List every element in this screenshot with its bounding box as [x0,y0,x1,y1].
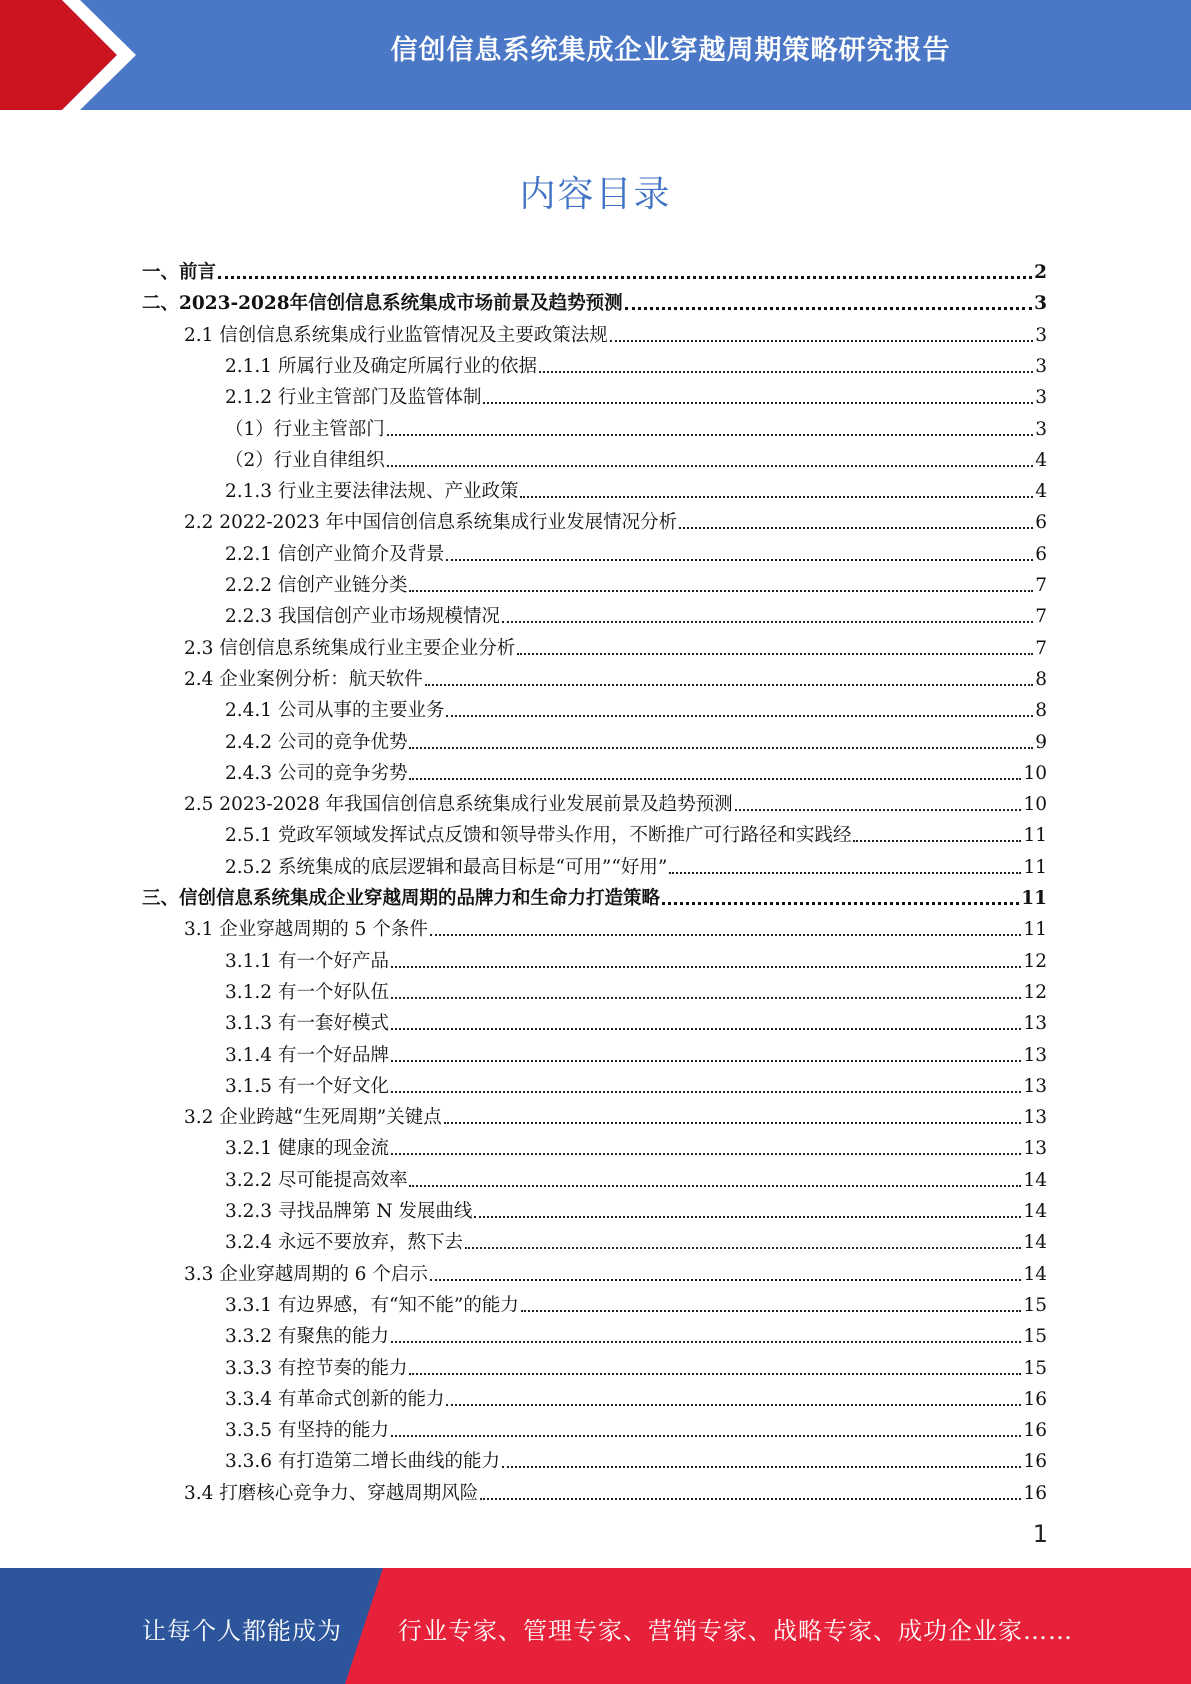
toc-entry-label: 3.3.6 有打造第二增长曲线的能力 [225,1451,500,1473]
toc-entry-page: 16 [1023,1388,1047,1410]
toc-entry-page: 11 [1023,919,1047,941]
toc-dot-leader [520,495,1033,498]
toc-entry-page: 7 [1035,575,1047,596]
toc-entry-label: 2.1.3 行业主要法律法规、产业政策 [225,481,519,503]
toc-entry[interactable] [184,1256,1047,1287]
toc-dot-leader [391,965,1021,968]
toc-entry-label: 三、信创信息系统集成企业穿越周期的品牌力和生命力打造策略 [142,888,661,909]
toc-entry-page: 15 [1023,1326,1047,1348]
toc-dot-leader [391,996,1021,999]
toc-entry-page: 3 [1035,418,1047,440]
toc-entry[interactable] [225,1005,1047,1036]
red-chevron-decoration [0,0,160,110]
toc-entry-label: 3.3.3 有控节奏的能力 [225,1357,408,1379]
toc-entry-label: 3.3.5 有坚持的能力 [225,1420,389,1442]
toc-entry-label: 3.3 企业穿越周期的 6 个启示 [184,1263,428,1285]
toc-entry-page: 14 [1023,1263,1047,1285]
toc-dot-leader [521,1309,1022,1312]
toc-dot-leader [409,746,1033,749]
toc-dot-leader [610,339,1033,342]
toc-entry[interactable] [225,1193,1047,1224]
toc-entry-page: 4 [1035,481,1047,503]
toc-entry-page: 13 [1023,1075,1047,1097]
toc-entry-label: 2.2.3 我国信创产业市场规模情况 [225,606,500,628]
toc-entry-label: 3.2.4 永远不要放弃，熬下去 [225,1232,463,1254]
toc-entry[interactable] [142,254,1047,285]
toc-entry-page: 3 [1035,387,1047,409]
toc-entry-page: 13 [1023,1138,1047,1160]
toc-entry-label: 2.2 2022-2023 年中国信创信息系统集成行业发展情况分析 [184,512,678,534]
toc-entry[interactable] [225,1037,1047,1068]
toc-dot-leader [465,1246,1021,1249]
toc-dot-leader [391,1152,1021,1155]
toc-entry-label: 2.5.1 党政军领域发挥试点反馈和领导带头作用，不断推广可行路径和实践经 [225,825,852,847]
toc-entry[interactable] [225,348,1047,379]
page-title: 内容目录 [519,174,672,215]
toc-entry-label: 2.4.3 公司的竞争劣势 [225,762,408,784]
toc-entry-label: 3.4 打磨核心竞争力、穿越周期风险 [184,1482,479,1504]
toc-entry-page: 14 [1023,1232,1047,1254]
toc-entry-page: 11 [1023,856,1047,878]
toc-dot-leader [474,1215,1021,1218]
toc-entry-label: 2.4 企业案例分析：航天软件 [184,668,423,690]
toc-entry[interactable] [184,317,1047,348]
toc-entry[interactable] [184,630,1047,661]
toc-entry-label: 3.1.3 有一套好模式 [225,1013,389,1035]
toc-entry[interactable] [225,974,1047,1005]
toc-entry-page: 8 [1035,700,1047,722]
toc-entry[interactable] [225,692,1047,723]
toc-entry-label: 3.1.1 有一个好产品 [225,950,389,972]
toc-dot-leader [735,808,1022,811]
toc-dot-leader [430,1278,1022,1281]
toc-entry[interactable] [225,567,1047,598]
toc-entry[interactable] [225,442,1047,473]
toc-entry-page: 6 [1035,543,1047,565]
toc-entry[interactable] [225,1381,1047,1412]
toc-entry[interactable] [225,1350,1047,1381]
toc-entry[interactable] [184,661,1047,692]
toc-entry[interactable] [225,1443,1047,1474]
toc-entry-label: 3.3.4 有革命式创新的能力 [225,1388,445,1410]
toc-entry-label: 2.5.2 系统集成的底层逻辑和最高目标是“可用”“好用” [225,856,668,878]
toc-dot-leader [517,652,1033,655]
toc-dot-leader [391,1340,1021,1343]
toc-entry-page: 14 [1023,1201,1047,1222]
toc-entry-label: 2.2.1 信创产业简介及背景 [225,543,445,565]
toc-dot-leader [444,1121,1022,1124]
toc-entry[interactable] [225,724,1047,755]
footer-banner [0,1568,1191,1684]
toc-entry[interactable] [225,411,1047,442]
toc-entry-page: 10 [1023,794,1047,816]
toc-entry[interactable] [225,598,1047,629]
footer-slogan-left: 让每个人都能成为 [142,1617,342,1645]
toc-entry-page: 13 [1023,1013,1047,1035]
toc-entry[interactable] [225,379,1047,410]
toc-entry-label: 2.4.1 公司从事的主要业务 [225,700,445,722]
toc-entry[interactable] [184,786,1047,817]
toc-entry-label: 3.2.1 健康的现金流 [225,1138,389,1160]
toc-dot-leader [391,1027,1021,1030]
toc-dot-leader [539,370,1033,373]
toc-dot-leader [391,1090,1021,1093]
toc-entry[interactable] [225,849,1047,880]
toc-entry-label: 3.3.2 有聚焦的能力 [225,1326,389,1348]
toc-entry[interactable] [225,1068,1047,1099]
toc-entry-page: 15 [1023,1357,1047,1379]
toc-entry-label: 二、2023-2028年信创信息系统集成市场前景及趋势预测 [142,293,623,315]
toc-entry[interactable] [184,911,1047,942]
toc-entry-label: 3.2.3 寻找品牌第 N 发展曲线 [225,1201,473,1222]
toc-dot-leader [502,1465,1021,1468]
toc-entry-page: 12 [1023,950,1047,972]
toc-dot-leader [502,620,1033,623]
toc-entry[interactable] [142,880,1047,911]
toc-entry-page: 3 [1034,293,1047,315]
toc-entry-label: 一、前言 [142,262,217,283]
toc-entry-label: 2.1.1 所属行业及确定所属行业的依据 [225,355,537,377]
toc-entry-label: 2.4.2 公司的竞争优势 [225,731,408,753]
toc-entry-label: 2.1 信创信息系统集成行业监管情况及主要政策法规 [184,324,608,346]
toc-entry-page: 8 [1035,668,1047,690]
toc-dot-leader [480,1497,1021,1500]
toc-dot-leader [409,777,1021,780]
toc-entry[interactable] [225,1318,1047,1349]
page-number: 1 [1032,1520,1048,1548]
toc-entry-label: 3.2.2 尽可能提高效率 [225,1169,408,1191]
toc-dot-leader [425,683,1033,686]
toc-entry[interactable] [184,1099,1047,1130]
toc-entry-page: 3 [1035,324,1047,346]
toc-entry[interactable] [184,504,1047,535]
toc-entry-label: 2.2.2 信创产业链分类 [225,575,408,596]
toc-entry-label: （2）行业自律组织 [225,449,385,471]
toc-entry-page: 16 [1023,1482,1047,1504]
toc-dot-leader [409,1184,1021,1187]
toc-entry[interactable] [184,1475,1047,1506]
toc-entry-page: 13 [1023,1044,1047,1066]
toc-entry-page: 7 [1035,606,1047,628]
toc-entry[interactable] [225,1412,1047,1443]
toc-entry-page: 6 [1035,512,1047,534]
toc-entry-label: （1）行业主管部门 [225,418,385,440]
toc-dot-leader [853,839,1021,842]
toc-entry-page: 15 [1023,1294,1047,1316]
toc-dot-leader [218,275,1032,279]
toc-entry-page: 11 [1023,825,1047,847]
toc-entry-page: 11 [1021,888,1047,909]
toc-entry-page: 2 [1034,262,1047,283]
toc-entry[interactable] [225,1224,1047,1255]
toc-dot-leader [662,901,1019,905]
toc-dot-leader [391,1059,1021,1062]
toc-dot-leader [483,401,1033,404]
toc-entry-label: 2.5 2023-2028 年我国信创信息系统集成行业发展前景及趋势预测 [184,794,733,816]
toc-dot-leader [625,306,1032,310]
toc-entry-page: 7 [1035,637,1047,659]
toc-entry[interactable] [225,473,1047,504]
toc-entry-label: 3.3.1 有边界感，有“知不能”的能力 [225,1294,519,1316]
toc-dot-leader [446,714,1033,717]
toc-entry-page: 3 [1035,355,1047,377]
toc-entry-label: 3.2 企业跨越“生死周期”关键点 [184,1107,442,1129]
toc-entry-page: 4 [1035,449,1047,471]
header-banner [0,0,1191,110]
toc-entry-label: 3.1.5 有一个好文化 [225,1075,389,1097]
toc-dot-leader [446,1403,1021,1406]
toc-entry[interactable] [225,1162,1047,1193]
toc-dot-leader [679,526,1033,529]
toc-entry-label: 3.1.4 有一个好品牌 [225,1044,389,1066]
toc-entry[interactable] [225,1287,1047,1318]
toc-entry-page: 9 [1035,731,1047,753]
toc-dot-leader [430,933,1022,936]
toc-entry[interactable] [225,1130,1047,1161]
toc-dot-leader [669,871,1021,874]
toc-entry-label: 2.3 信创信息系统集成行业主要企业分析 [184,637,516,659]
footer-slogan-right: 行业专家、管理专家、营销专家、战略专家、成功企业家…… [398,1617,1073,1645]
toc-entry-page: 14 [1023,1169,1047,1191]
toc-dot-leader [391,1434,1021,1437]
toc-entry[interactable] [142,285,1047,316]
toc-entry[interactable] [225,817,1047,848]
toc-entry-label: 2.1.2 行业主管部门及监管体制 [225,387,482,409]
toc-entry[interactable] [225,943,1047,974]
toc-entry[interactable] [225,536,1047,567]
toc-entry-page: 13 [1023,1107,1047,1129]
toc-entry-page: 10 [1023,762,1047,784]
report-title: 信创信息系统集成企业穿越周期策略研究报告 [390,35,951,66]
toc-dot-leader [409,589,1033,592]
toc-entry[interactable] [225,755,1047,786]
toc-dot-leader [409,1372,1021,1375]
toc-dot-leader [387,433,1033,436]
toc-dot-leader [446,558,1033,561]
toc-entry-label: 3.1.2 有一个好队伍 [225,981,389,1003]
toc-dot-leader [387,464,1033,467]
toc-entry-label: 3.1 企业穿越周期的 5 个条件 [184,919,428,941]
toc-entry-page: 16 [1023,1420,1047,1442]
toc-entry-page: 12 [1023,981,1047,1003]
toc-entry-page: 16 [1023,1451,1047,1473]
